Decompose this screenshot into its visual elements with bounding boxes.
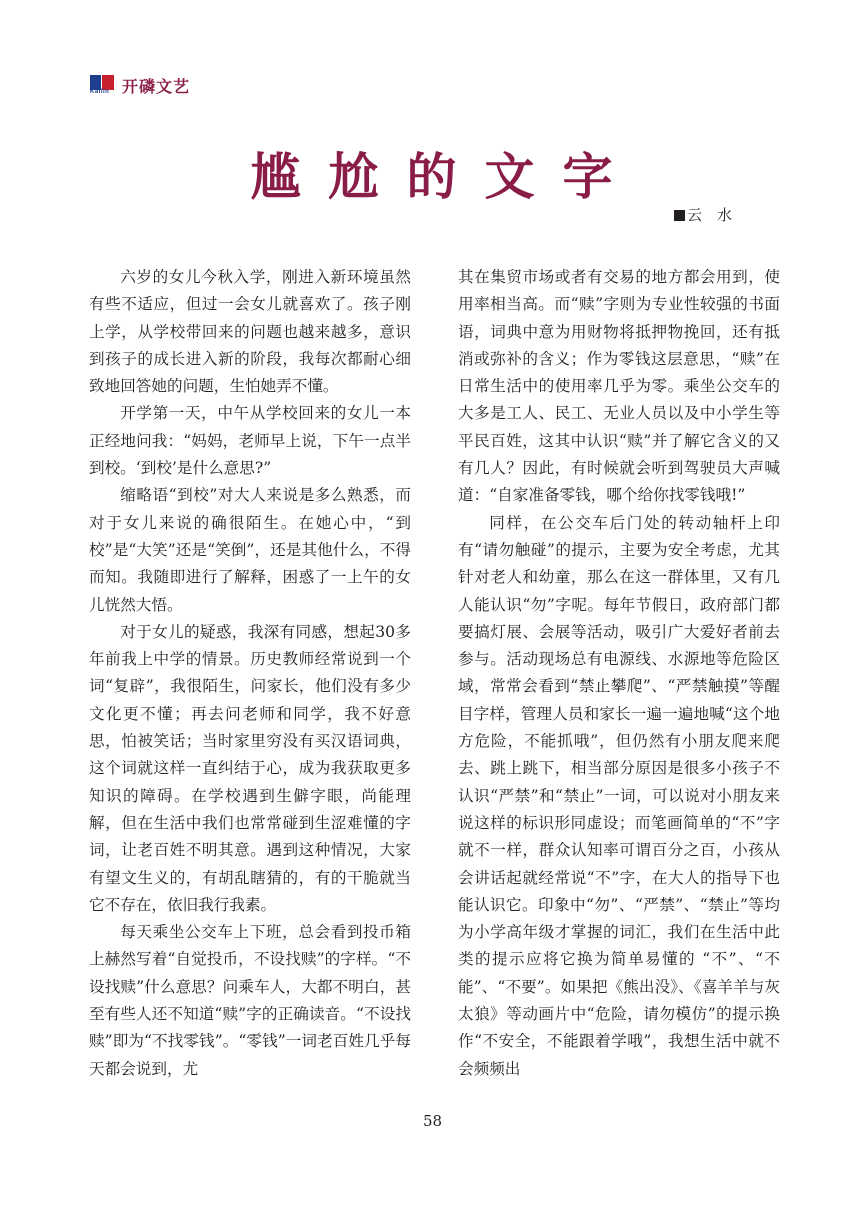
- page-number: 58: [422, 1112, 443, 1130]
- paragraph: 每天乘坐公交车上下班，总会看到投币箱上赫然写着“自觉投币，不设找赎”的字样。“不设找赎”什么意思？问乘车人，大都不明白，甚至有些人还不知道“赎”字的正确读音。“不设找赎”即为“不找零钱”。“零钱”一词老百姓几乎每天都会说到，尤: [89, 923, 411, 1078]
- right-column: [458, 264, 780, 1083]
- author-name: 云 水: [687, 206, 733, 224]
- logo-text: Kailin: [90, 89, 110, 95]
- author-byline: [674, 204, 732, 225]
- magazine-name: 开磷文艺: [122, 76, 191, 96]
- square-bullet-icon: [674, 210, 685, 221]
- paragraph: 对于女儿的疑惑，我深有同感，想起30多年前我上中学的情景。历史教师经常说到一个词“复辟”，我很陌生，问家长，他们没有多少文化更不懂；再去问老师和同学，我不好意思，怕被笑话；当时家里穷没有买汉语词典，这个词就这样一直纠结于心，成为我获取更多知识的障碍。在学校遇到生僻字眼，尚能理解，但在生活中我们也常常碰到生涩难懂的字词，让老百姓不明其意。遇到这种情况，大家有望文生义的，有胡乱瞎猜的，有的干脆就当它不存在，依旧我行我素。: [89, 622, 411, 914]
- magazine-header: [90, 74, 190, 96]
- left-column: [89, 264, 411, 1083]
- paragraph: 六岁的女儿今秋入学，刚进入新环境虽然有些不适应，但过一会女儿就喜欢了。孩子刚上学，从学校带回来的问题也越来越多，意识到孩子的成长进入新的阶段，我每次都耐心细致地回答她的问题，生怕她弄不懂。: [89, 268, 411, 396]
- paragraph: 同样，在公交车后门处的转动轴杆上印有“请勿触碰”的提示，主要为安全考虑，尤其针对老人和幼童，那么在这一群体里，又有几人能认识“勿”字呢。每年节假日，政府部门都要搞灯展、会展等活动，吸引广大爱好者前去参与。活动现场总有电源线、水源地等危险区域，常常会看到“禁止攀爬”、“严禁触摸”等醒目字样，管理人员和家长一遍一遍地喊“这个地方危险，不能抓哦”，但仍然有小朋友爬来爬去、跳上跳下，相当部分原因是很多小孩子不认识“严禁”和“禁止”一词，可以说对小朋友来说这样的标识形同虚设；而笔画简单的“不”字就不一样，群众认知率可谓百分之百，小孩从会讲话起就经常说“不”字，在大人的指导下也能认识它。印象中“勿”、“严禁”、“禁止”等均为小学高年级才掌握的词汇，我们在生活中此类的提示应将它换为简单易懂的 “不”、“不能”、“不要”。如果把《熊出没》、《喜羊羊与灰太狼》等动画片中“危险，请勿模仿”的提示换作“不安全，不能跟着学哦”，我想生活中就不会频频出: [458, 513, 780, 1078]
- kailin-logo: [90, 75, 116, 95]
- paragraph: 缩略语“到校”对大人来说是多么熟悉，而对于女儿来说的确很陌生。在她心中，“到校”是“大笑”还是“笑倒”，还是其他什么，不得而知。我随即进行了解释，困惑了一上午的女儿恍然大悟。: [89, 486, 411, 614]
- paragraph-continued: 其在集贸市场或者有交易的地方都会用到，使用率相当高。而“赎”字则为专业性较强的书面语，词典中意为用财物将抵押物挽回，还有抵消或弥补的含义；作为零钱这层意思，“赎”在日常生活中的使用率几乎为零。乘坐公交车的大多是工人、民工、无业人员以及中小学生等平民百姓，这其中认识“赎”并了解它含义的又有几人？因此，有时候就会听到驾驶员大声喊道：“自家准备零钱，哪个给你找零钱哦!”: [458, 268, 780, 505]
- article-title: 尴尬的文字: [250, 147, 641, 206]
- paragraph: 开学第一天，中午从学校回来的女儿一本正经地问我：“妈妈，老师早上说，下午一点半到校。‘到校’是什么意思?”: [89, 404, 411, 478]
